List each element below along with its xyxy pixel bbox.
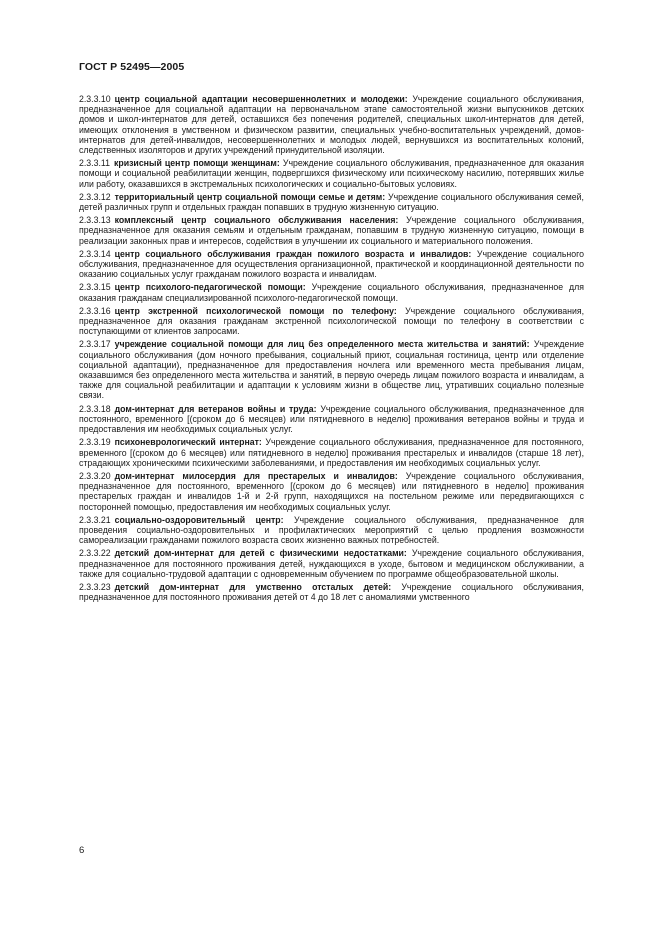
- term-entry: [79, 515, 584, 546]
- term-entry: [79, 582, 584, 602]
- term-number: 2.3.3.11: [79, 158, 110, 169]
- term-definition: Учреждение социального обслуживания, предназначенное для проведения социально-оздоровительных и профилактических мероприятий с целью продления возможности самореализации гражданами пожилого возраста своих жизненно важных потребностей.: [79, 514, 584, 546]
- term-name: центр социальной адаптации несовершеннолетних и молодежи:: [114, 94, 408, 104]
- term-definition: Учреждение социального обслуживания, предназначенное для постоянного, временного [(сроком до 6 месяцев) или пятидневного в неделю] проживания престарелых граждан и инвалидов 1-й и 2-й групп, находящихся на постельном режиме или передвигающихся с посторонней помощью, предоставления им необходимых социальных услуг.: [79, 470, 584, 512]
- term-name: комплексный центр социального обслуживания населения:: [114, 215, 399, 226]
- term-number: 2.3.3.14: [79, 248, 111, 259]
- term-entry: [79, 404, 584, 435]
- term-definition: Учреждение социального обслуживания, предназначенное для постоянного, временного [(сроком до 6 месяцев) или пятидневного в неделю] проживания ветеранов войны и труда и предоставления им необходимых социальных услуг.: [79, 403, 584, 435]
- term-definition: Учреждение социального обслуживания, предназначенное для социальной адаптации на первоначальном этапе самостоятельной жизни выпускников детских домов и школ-интернатов для детей, оставшихся без попечения родителей, специальных школ-интернатов для детей, имеющих отклонения в умственном и физическом развитии, специальных учебно-воспитательных учреждений, домов-интернатов для детей-инвалидов, несовершеннолетних и молодых людей, вернувшихся из воспитательных колоний, следственных изоляторов и других учреждений принудительной изоляции.: [79, 94, 584, 156]
- term-number: 2.3.3.23: [79, 581, 111, 592]
- term-entry: [79, 158, 584, 189]
- term-name: психоневрологический интернат:: [114, 437, 262, 448]
- term-number: 2.3.3.18: [79, 403, 111, 414]
- term-name: дом-интернат для ветеранов войны и труда:: [114, 403, 317, 414]
- term-number: 2.3.3.21: [79, 514, 111, 525]
- term-number: 2.3.3.15: [79, 282, 111, 293]
- term-number: 2.3.3.20: [79, 470, 111, 481]
- term-definition: Учреждение социального обслуживания, предназначенное для постоянного проживания детей, нуждающихся в уходе, бытовом и медицинском обслуживании, а также для социально-трудовой адаптации с одновременным обучением по программе общеобразовательной школы.: [79, 548, 585, 579]
- term-name: центр экстренной психологической помощи по телефону:: [114, 305, 397, 316]
- term-definition: Учреждение социального обслуживания, предназначенное для постоянного проживания детей от 4 до 18 лет с аномалиями умственного: [79, 581, 584, 603]
- term-number: 2.3.3.10: [79, 94, 111, 104]
- term-number: 2.3.3.16: [79, 305, 111, 316]
- term-entry: [79, 548, 584, 579]
- term-definition: Учреждение социального обслуживания, предназначенное для осуществления организационной, практической и координационной деятельности по оказанию социальных услуг гражданам пожилого возраста и инвалидам.: [79, 248, 584, 280]
- term-entry: [79, 339, 584, 400]
- term-entry: [79, 192, 584, 212]
- document-code-header: ГОСТ Р 52495—2005: [79, 61, 185, 73]
- term-definition: Учреждение социального обслуживания, предназначенное для оказания гражданам экстренной психологической помощи по телефону в соответствии с поступающими от клиентов запросами.: [79, 305, 585, 337]
- term-name: центр социального обслуживания граждан пожилого возраста и инвалидов:: [114, 248, 472, 259]
- term-entry: [79, 282, 584, 302]
- term-number: 2.3.3.22: [79, 548, 111, 559]
- term-entry: [79, 249, 584, 280]
- term-name: учреждение социальной помощи для лиц без определенного места жительства и занятий:: [114, 339, 530, 350]
- term-definition: Учреждение социального обслуживания семей, детей различных групп и отдельных граждан попавших в трудную жизненную ситуацию.: [79, 191, 584, 213]
- term-definition: Учреждение социального обслуживания, предназначенное для постоянного, временного [(сроком до 6 месяцев) или пятидневного в неделю] проживания престарелых и инвалидов (старше 18 лет), страдающих хроническими психическими заболеваниями, и предоставления им необходимых социальных услуг.: [79, 437, 584, 468]
- term-number: 2.3.3.17: [79, 339, 111, 350]
- term-name: детский дом-интернат для детей с физическими недостатками:: [114, 548, 407, 559]
- term-name: социально-оздоровительный центр:: [114, 514, 284, 525]
- term-name: территориальный центр социальной помощи семье и детям:: [114, 191, 386, 202]
- term-number: 2.3.3.19: [79, 437, 111, 448]
- term-entry: [79, 471, 584, 512]
- term-definition: Учреждение социального обслуживания, предназначенное для оказания семьям и отдельным гражданам, попавшим в трудную жизненную ситуацию, помощи в реализации законных прав и интересов, содействия в улучшении их социального и материального положения.: [79, 215, 585, 246]
- term-entry: [79, 94, 584, 155]
- term-definition: Учреждение социального обслуживания (дом ночного пребывания, социальный приют, социальная гостиница, центр или отделение социальной адаптации), предназначенное для предоставления ночлега или временного места пребывания лицам, оказавшимся без определенного места жительства и занятий, в первую очередь лицам пожилого возраста и инвалидам, а также для социальной реабилитации и адаптации к условиям жизни в обществе лиц, утративших социально полезные связи.: [79, 339, 584, 401]
- term-definition: Учреждение социального обслуживания, предназначенное для оказания гражданам специализированной психолого-педагогической помощи.: [79, 282, 584, 303]
- term-name: центр психолого-педагогической помощи:: [114, 282, 306, 293]
- term-definition: Учреждение социального обслуживания, предназначенное для оказания помощи и социальной реабилитации женщин, подвергшихся физическому или психическому насилию, потерявших жилье или работу, оказавшихся в экстремальных психологических и социально-бытовых условиях.: [79, 158, 584, 189]
- term-name: кризисный центр помощи женщинам:: [113, 158, 280, 169]
- term-name: дом-интернат милосердия для престарелых и инвалидов:: [114, 470, 398, 481]
- term-entry: [79, 215, 584, 246]
- term-name: детский дом-интернат для умственно отсталых детей:: [114, 581, 392, 592]
- term-number: 2.3.3.13: [79, 215, 111, 226]
- term-number: 2.3.3.12: [79, 191, 111, 202]
- term-entry: [79, 437, 584, 468]
- term-entry: [79, 306, 584, 337]
- page-number: 6: [79, 845, 85, 856]
- terms-list: [79, 94, 584, 605]
